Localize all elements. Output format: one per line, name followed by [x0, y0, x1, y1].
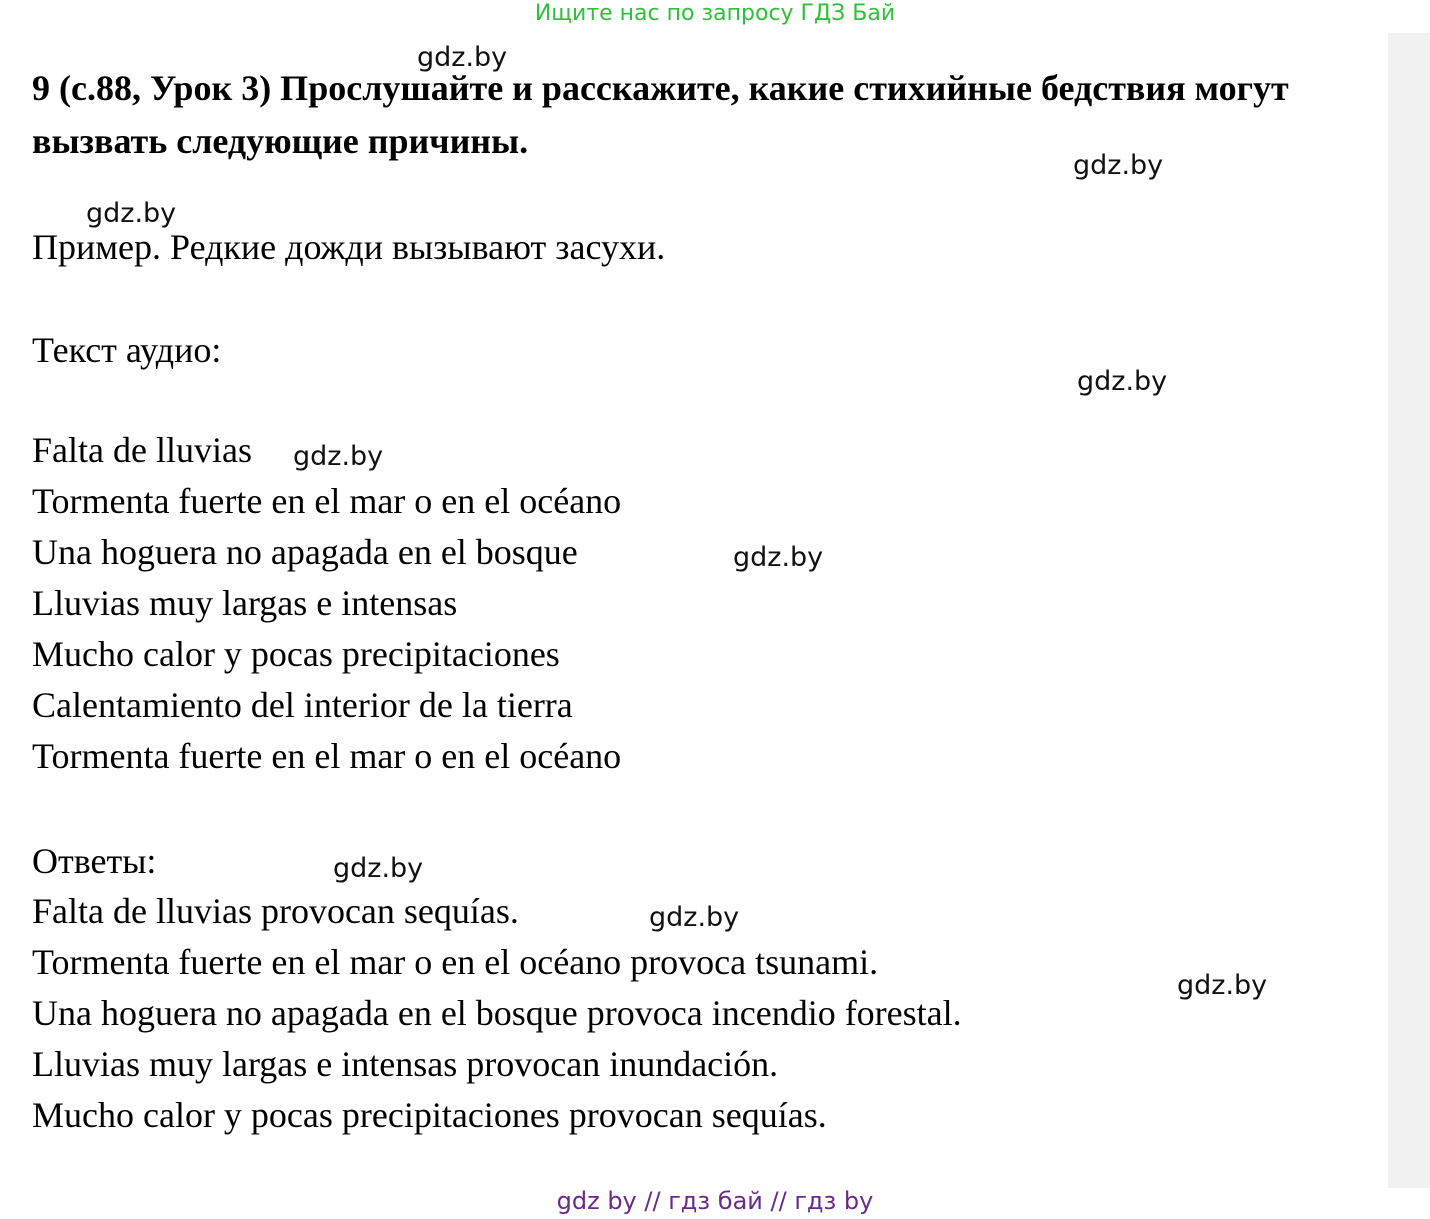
scrollbar-track[interactable]	[1388, 33, 1430, 1188]
answer-line: Falta de lluvias provocan sequías.	[32, 891, 519, 931]
footer-links[interactable]: gdz by // гдз бай // гдз by	[556, 1187, 874, 1215]
watermark: gdz.by	[1073, 150, 1164, 181]
watermark: gdz.by	[733, 542, 824, 573]
watermark: gdz.by	[333, 853, 424, 884]
watermark: gdz.by	[417, 42, 508, 73]
audio-line: Tormenta fuerte en el mar o en el océano	[32, 736, 622, 776]
answer-line: Una hoguera no apagada en el bosque provoca incendio forestal.	[32, 993, 962, 1033]
watermark: gdz.by	[293, 441, 384, 472]
audio-line: Calentamiento del interior de la tierra	[32, 685, 573, 725]
answers-title: Ответы:	[32, 841, 157, 881]
audio-line: Lluvias muy largas e intensas	[32, 583, 458, 623]
example-line: Пример. Редкие дожди вызывают засухи.	[32, 227, 666, 267]
answer-line: Mucho calor y pocas precipitaciones provocan sequías.	[32, 1095, 827, 1135]
answer-lines-list	[32, 886, 962, 1141]
watermark: gdz.by	[1177, 970, 1268, 1001]
audio-line: Falta de lluvias	[32, 430, 252, 470]
audio-text-title: Текст аудио:	[32, 330, 222, 370]
document-content	[32, 62, 1377, 168]
audio-lines-list	[32, 425, 621, 782]
answer-line: Lluvias muy largas e intensas provocan inundación.	[32, 1044, 779, 1084]
watermark: gdz.by	[649, 902, 740, 933]
audio-line: Tormenta fuerte en el mar o en el océano	[32, 481, 622, 521]
top-banner[interactable]: Ищите нас по запросу ГДЗ Бай	[534, 1, 896, 26]
audio-line: Mucho calor y pocas precipitaciones	[32, 634, 560, 674]
answer-line: Tormenta fuerte en el mar o en el océano provoca tsunami.	[32, 942, 879, 982]
exercise-heading: 9 (с.88, Урок 3) Прослушайте и расскажите, какие стихийные бедствия могут вызвать следующие причины.	[32, 68, 1289, 161]
audio-line: Una hoguera no apagada en el bosque	[32, 532, 578, 572]
watermark: gdz.by	[1077, 366, 1168, 397]
watermark: gdz.by	[86, 198, 177, 229]
